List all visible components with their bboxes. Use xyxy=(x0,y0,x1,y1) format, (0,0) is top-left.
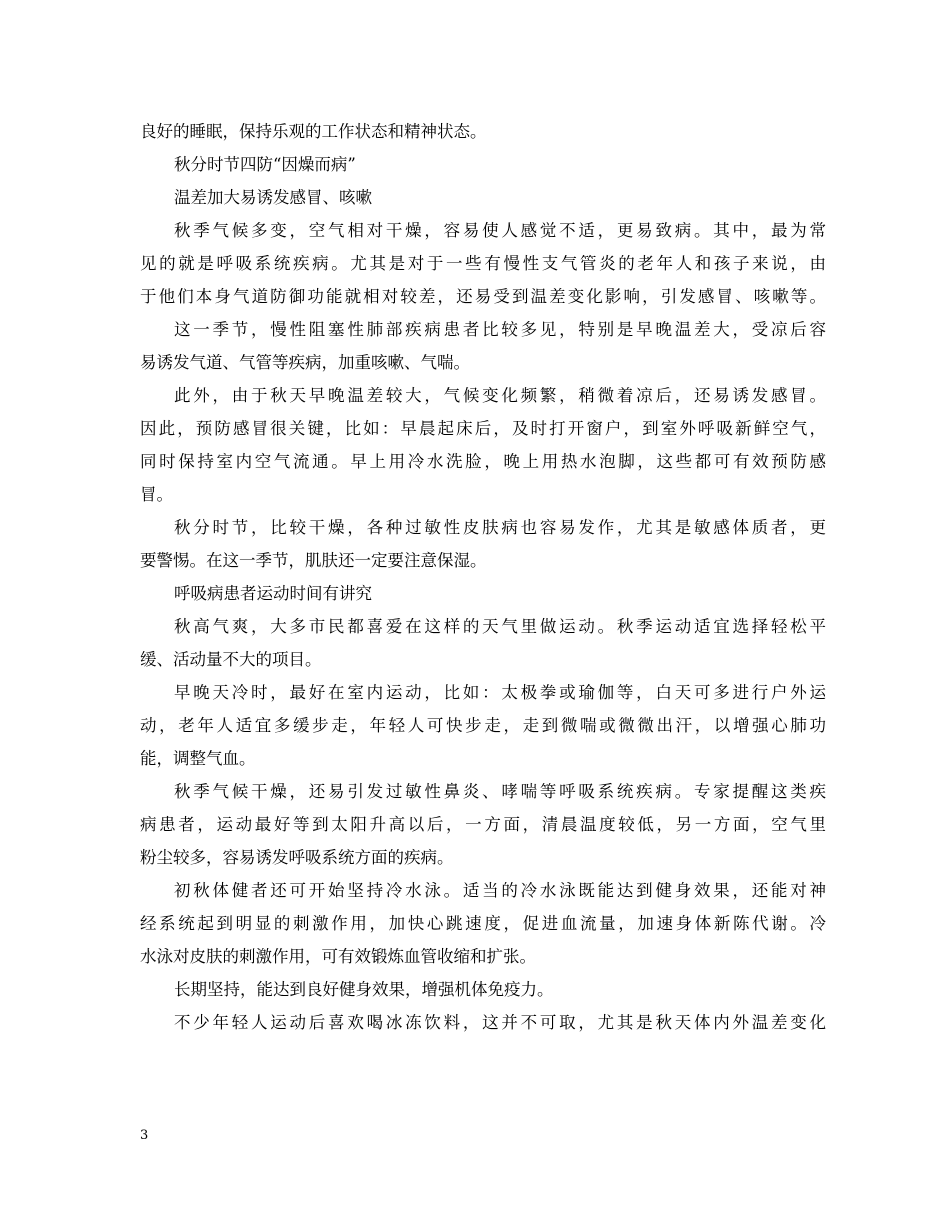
text-line: 经系统起到明显的刺激作用，加快心跳速度，促进血流量，加速身体新陈代谢。冷 xyxy=(140,914,826,933)
text-line: 冒。 xyxy=(140,485,173,504)
text-line: 早晚天冷时，最好在室内运动，比如：太极拳或瑜伽等，白天可多进行户外运 xyxy=(174,683,826,702)
text-line: 因此，预防感冒很关键，比如：早晨起床后，及时打开窗户，到室外呼吸新鲜空气， xyxy=(140,419,826,438)
text-line: 秋分时节，比较干燥，各种过敏性皮肤病也容易发作，尤其是敏感体质者，更 xyxy=(174,518,826,537)
text-line: 粉尘较多，容易诱发呼吸系统方面的疾病。 xyxy=(140,848,454,867)
text-line: 同时保持室内空气流通。早上用冷水洗脸，晚上用热水泡脚，这些都可有效预防感 xyxy=(140,452,826,471)
text-line: 于他们本身气道防御功能就相对较差，还易受到温差变化影响，引发感冒、咳嗽等。 xyxy=(140,287,826,306)
text-line: 缓、活动量不大的项目。 xyxy=(140,650,322,669)
section-heading: 秋分时节四防“因燥而病” xyxy=(174,155,356,174)
section-heading: 温差加大易诱发感冒、咳嗽 xyxy=(174,188,372,207)
text-line: 秋季气候多变，空气相对干燥，容易使人感觉不适，更易致病。其中，最为常 xyxy=(174,221,826,240)
text-line: 水泳对皮肤的刺激作用，可有效锻炼血管收缩和扩张。 xyxy=(140,947,536,966)
text-line: 长期坚持，能达到良好健身效果，增强机体免疫力。 xyxy=(174,980,554,999)
text-line: 此外，由于秋天早晚温差较大，气候变化频繁，稍微着凉后，还易诱发感冒。 xyxy=(174,386,826,405)
text-line: 秋季气候干燥，还易引发过敏性鼻炎、哮喘等呼吸系统疾病。专家提醒这类疾 xyxy=(174,782,826,801)
section-heading: 呼吸病患者运动时间有讲究 xyxy=(174,584,372,603)
text-line: 秋高气爽，大多市民都喜爱在这样的天气里做运动。秋季运动适宜选择轻松平 xyxy=(174,617,826,636)
text-line: 初秋体健者还可开始坚持冷水泳。适当的冷水泳既能达到健身效果，还能对神 xyxy=(174,881,826,900)
text-line: 良好的睡眠，保持乐观的工作状态和精神状态。 xyxy=(140,122,487,141)
text-line: 见的就是呼吸系统疾病。尤其是对于一些有慢性支气管炎的老年人和孩子来说，由 xyxy=(140,254,826,273)
text-line: 病患者，运动最好等到太阳升高以后，一方面，清晨温度较低，另一方面，空气里 xyxy=(140,815,826,834)
text-line: 这一季节，慢性阻塞性肺部疾病患者比较多见，特别是早晚温差大，受凉后容 xyxy=(174,320,826,339)
page-number: 3 xyxy=(140,1128,149,1143)
text-line: 易诱发气道、气管等疾病，加重咳嗽、气喘。 xyxy=(140,353,470,372)
text-line: 动，老年人适宜多缓步走，年轻人可快步走，走到微喘或微微出汗，以增强心肺功 xyxy=(140,716,826,735)
text-line: 不少年轻人运动后喜欢喝冰冻饮料，这并不可取，尤其是秋天体内外温差变化 xyxy=(174,1013,826,1032)
text-line: 能，调整气血。 xyxy=(140,749,256,768)
text-line: 要警惕。在这一季节，肌肤还一定要注意保湿。 xyxy=(140,551,487,570)
